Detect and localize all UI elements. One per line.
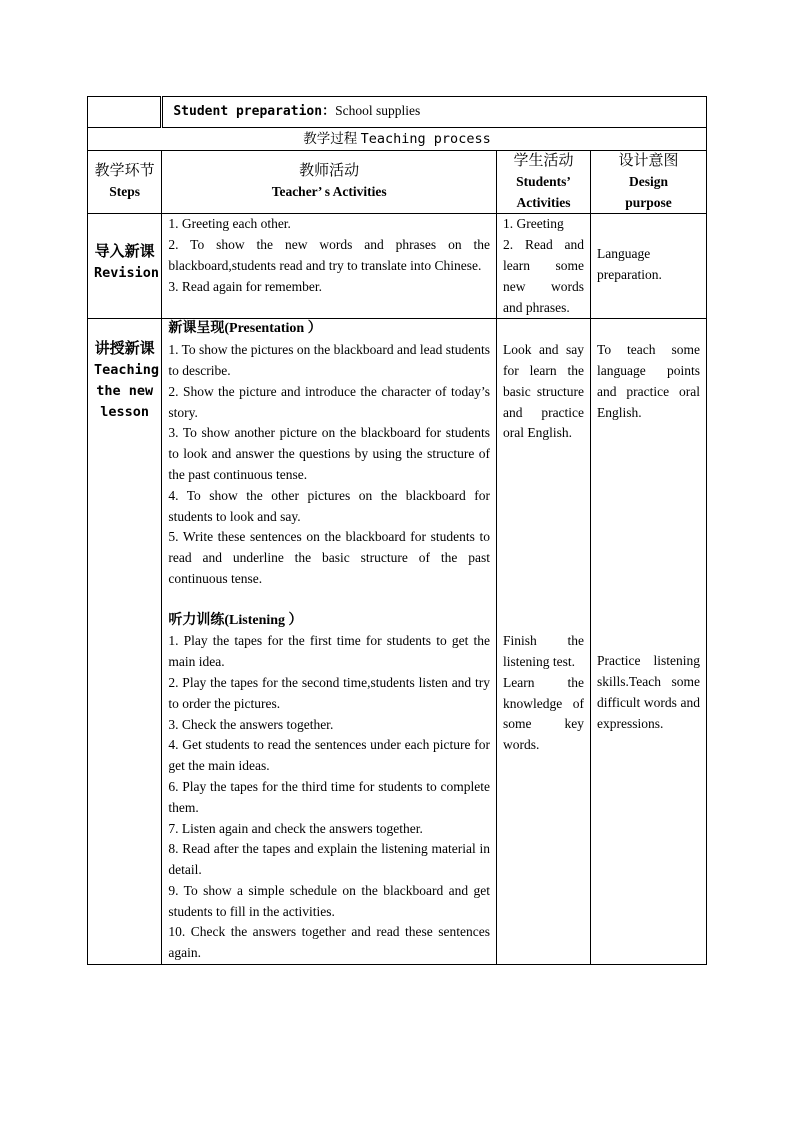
header-steps <box>88 151 162 214</box>
list-item: 2. Read and learn some new words and phrases. <box>503 237 585 315</box>
list-item: 6. Play the tapes for the third time for students to complete them. <box>168 778 490 815</box>
spacer <box>503 319 584 340</box>
step-teaching-en2: the new <box>96 382 154 399</box>
teaching-design <box>591 319 707 965</box>
step-teaching-zh: 讲授新课 <box>94 341 155 358</box>
header-teacher-zh: 教师活动 <box>299 163 360 180</box>
header-row <box>88 151 707 214</box>
header-students-en1: Students’ <box>516 173 571 189</box>
header-students-en2: Activities <box>516 194 571 210</box>
revision-student-activities <box>497 214 591 319</box>
list-item: 3. Check the answers together. <box>168 716 334 732</box>
preparation-value: School supplies <box>335 103 421 119</box>
presentation-design: To teach some language points and practice oral English. <box>597 342 700 420</box>
spacer <box>597 319 700 340</box>
header-teacher <box>162 151 497 214</box>
header-design-zh: 设计意图 <box>618 153 679 169</box>
process-title-en: Teaching process <box>360 130 491 147</box>
spacer <box>503 444 584 631</box>
header-design <box>591 151 707 214</box>
step-revision-en: Revision <box>94 265 160 282</box>
step-teaching-en3: lesson <box>100 403 150 420</box>
list-item: 2. Show the picture and introduce the character of today’s story. <box>168 383 490 420</box>
step-teaching <box>88 319 162 965</box>
list-item: 1. To show the pictures on the blackboard and lead students to describe. <box>168 342 490 378</box>
header-steps-en: Steps <box>109 184 141 200</box>
revision-design <box>591 214 707 319</box>
header-students-zh: 学生活动 <box>513 153 574 169</box>
list-item: 4. To show the other pictures on the blackboard for students to look and say. <box>168 487 490 524</box>
header-teacher-en: Teacher’ s Activities <box>271 184 387 200</box>
list-item: 3. Read again for remember. <box>168 278 323 294</box>
list-item: 3. To show another picture on the blackboard for students to look and answer the questions by using the structure of the past continuous tense. <box>168 425 490 482</box>
presentation-heading: 新课呈现(Presentation ） <box>168 321 322 337</box>
revision-design-text: Language preparation. <box>597 246 662 283</box>
step-revision-zh: 导入新课 <box>94 244 155 261</box>
listening-students-2: Learn the knowledge of some key words. <box>503 674 585 753</box>
list-item: 2. To show the new words and phrases on the blackboard,students read and try to translate into Chinese. <box>168 237 490 273</box>
header-design-en2: purpose <box>625 194 672 210</box>
list-item: 1. Greeting <box>503 216 564 232</box>
header-students <box>497 151 591 214</box>
list-item: 9. To show a simple schedule on the blackboard and get students to fill in the activities. <box>168 882 490 919</box>
teaching-student-activities <box>497 319 591 965</box>
header-design-en1: Design <box>629 173 669 189</box>
teaching-row <box>88 319 707 965</box>
process-title-row <box>88 128 707 151</box>
list-item: 7. Listen again and check the answers together. <box>168 820 423 836</box>
process-title-zh: 教学过程 <box>303 130 358 146</box>
list-item: 5. Write these sentences on the blackboard for students to read and underline the basic structure of the past continuous tense. <box>168 529 490 586</box>
preparation-row <box>88 97 707 128</box>
teaching-teacher-activities <box>162 319 497 965</box>
list-item: 10. Check the answers together and read these sentences again. <box>168 924 490 961</box>
section-spacer <box>168 590 490 611</box>
step-teaching-en1: Teaching <box>94 362 160 379</box>
list-item: 4. Get students to read the sentences under each picture for get the main ideas. <box>168 737 490 774</box>
header-steps-zh: 教学环节 <box>94 163 155 180</box>
preparation-cell <box>162 97 707 128</box>
list-item: 8. Read after the tapes and explain the listening material in detail. <box>168 841 490 878</box>
listening-heading: 听力训练(Listening ） <box>168 612 303 628</box>
list-item: 1. Play the tapes for the first time for students to get the main idea. <box>168 633 490 670</box>
revision-teacher-activities <box>162 214 497 319</box>
listening-students-1: Finish the listening test. <box>503 633 585 669</box>
spacer <box>597 423 700 651</box>
list-item: 2. Play the tapes for the second time,students listen and try to order the pictures. <box>168 674 490 711</box>
step-revision <box>88 214 162 319</box>
presentation-students: Look and say for learn the basic structure and practice oral English. <box>503 342 585 441</box>
lesson-plan-table <box>87 96 707 965</box>
revision-row <box>88 214 707 319</box>
preparation-empty-cell <box>88 97 162 128</box>
preparation-label: Student preparation： <box>173 104 336 120</box>
list-item: 1. Greeting each other. <box>168 216 291 232</box>
listening-design: Practice listening skills.Teach some difficult words and expressions. <box>597 653 700 731</box>
process-title <box>88 128 707 151</box>
